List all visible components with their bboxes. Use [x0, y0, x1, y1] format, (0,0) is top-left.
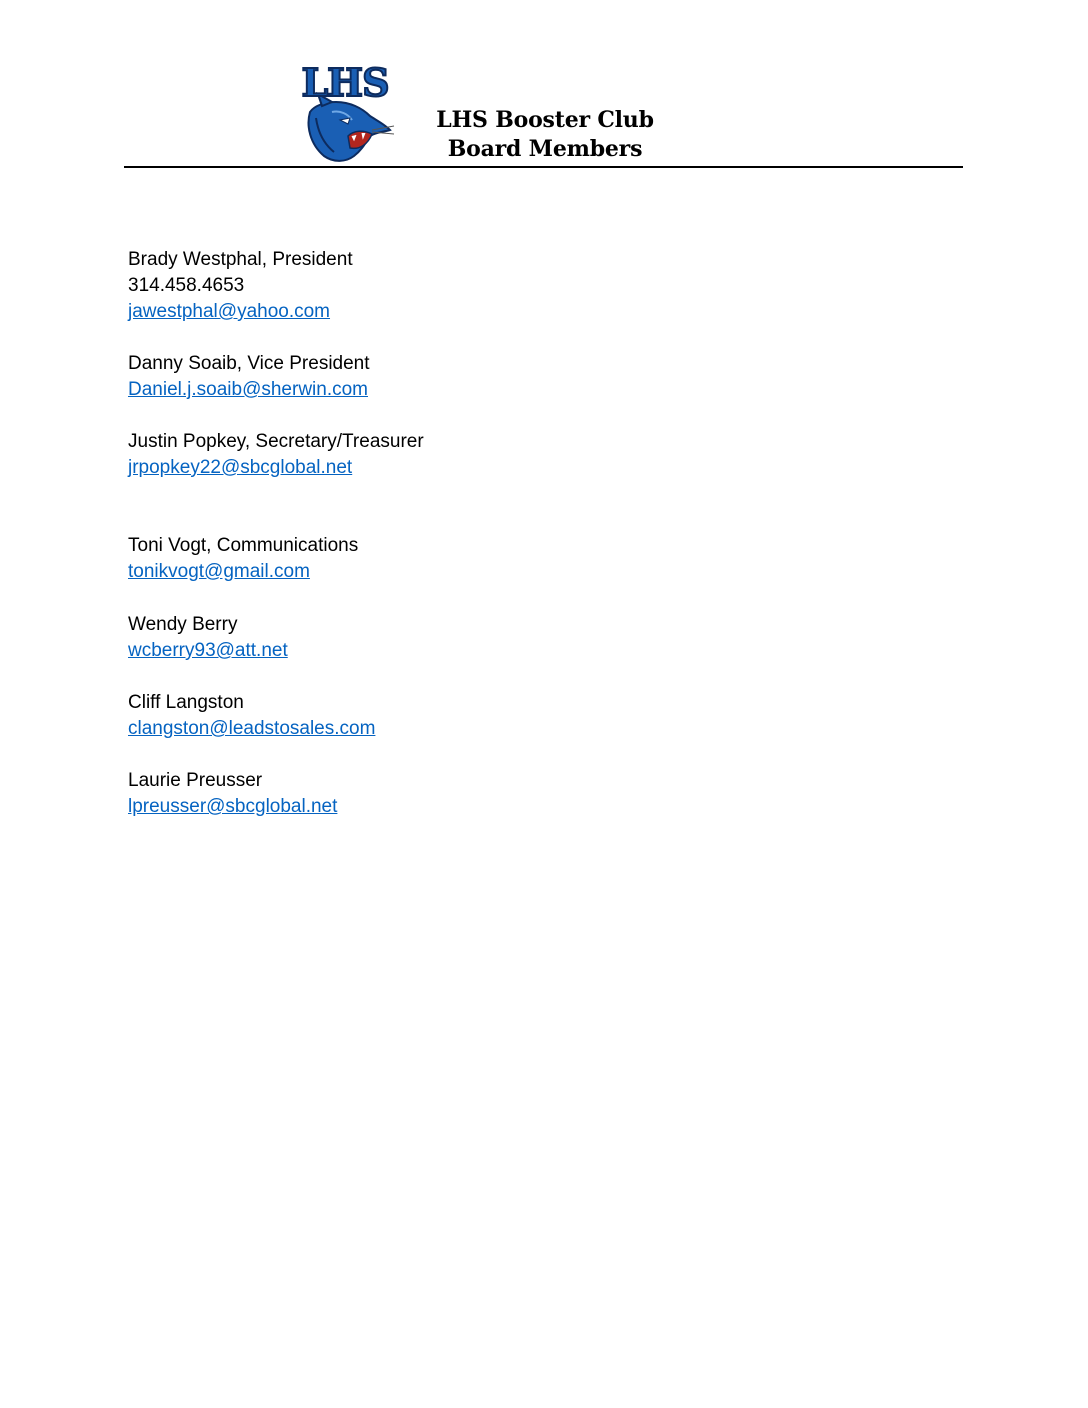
title-line-2: Board Members	[447, 136, 643, 162]
member-email-link[interactable]: jrpopkey22@sbcglobal.net	[128, 457, 353, 478]
member-name-role: Justin Popkey, Secretary/Treasurer	[128, 431, 424, 452]
member-name-role: Brady Westphal, President	[128, 249, 353, 270]
member-email-link[interactable]: clangston@leadstosales.com	[128, 718, 376, 739]
title-line-1: LHS Booster Club	[436, 107, 654, 133]
member-name-role: Wendy Berry	[128, 614, 238, 635]
member-email-link[interactable]: lpreusser@sbcglobal.net	[128, 796, 338, 817]
member-name-role: Toni Vogt, Communications	[128, 535, 359, 556]
member-name-role: Danny Soaib, Vice President	[128, 353, 370, 374]
member-name-role: Cliff Langston	[128, 692, 244, 713]
page-title	[380, 106, 710, 164]
member-name-role: Laurie Preusser	[128, 770, 263, 791]
member-email-link[interactable]: jawestphal@yahoo.com	[128, 301, 331, 322]
member-email-link[interactable]: wcberry93@att.net	[128, 640, 288, 661]
member-email-link[interactable]: Daniel.j.soaib@sherwin.com	[128, 379, 368, 400]
header-divider	[124, 166, 963, 168]
member-phone: 314.458.4653	[128, 275, 245, 296]
member-email-link[interactable]: tonikvogt@gmail.com	[128, 561, 310, 582]
logo-lettering: LHS	[301, 60, 389, 105]
